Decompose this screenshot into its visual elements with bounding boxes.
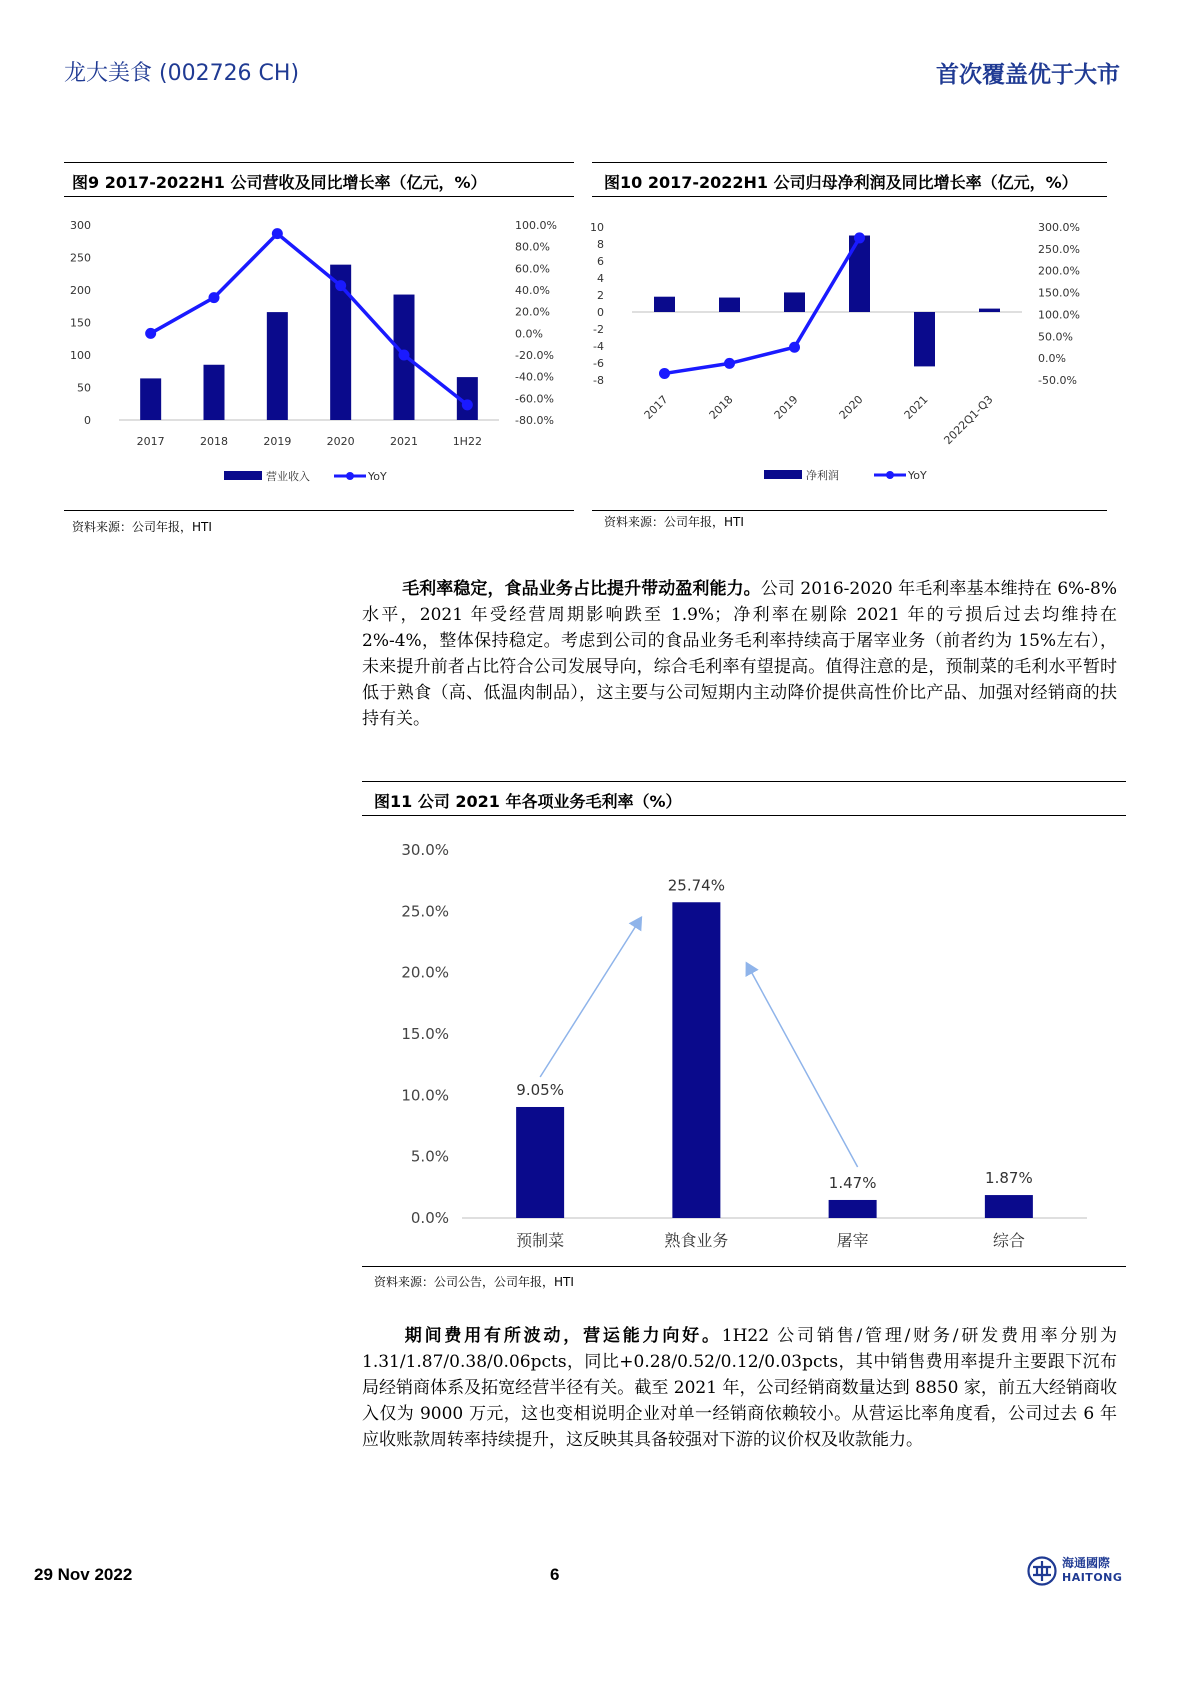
logo-text-en: HAITONG — [1062, 1571, 1123, 1584]
footer-page-number: 6 — [550, 1565, 560, 1584]
y-right-tick-label: -20.0% — [515, 349, 554, 362]
y-left-tick-label: -2 — [593, 323, 604, 336]
paragraph1-lead: 毛利率稳定，食品业务占比提升带动盈利能力。 — [402, 579, 761, 599]
y-left-tick-label: 100 — [70, 349, 91, 362]
y-right-tick-label: -60.0% — [515, 392, 554, 406]
paragraph2-lead: 期间费用有所波动，营运能力向好。 — [402, 1326, 722, 1346]
x-tick-label: 2020 — [326, 435, 355, 448]
data-label: 1.47% — [828, 1173, 877, 1192]
yoy-point-2020 — [335, 280, 346, 291]
y-left-tick-label: -6 — [593, 357, 604, 370]
bar-2017 — [654, 297, 675, 312]
legend-line-label: YoY — [908, 469, 927, 482]
legend-bar-label: 营业收入 — [266, 470, 310, 483]
y-right-tick-label: 100.0% — [1038, 308, 1080, 322]
y-tick-label: 20.0% — [401, 963, 449, 982]
y-right-tick-label: 200.0% — [1038, 264, 1080, 278]
bar-2017 — [140, 378, 161, 420]
yoy-line — [665, 238, 860, 374]
bar-预制菜 — [516, 1107, 564, 1218]
fig9-source: 资料来源：公司年报，HTI — [72, 520, 212, 534]
yoy-line — [151, 234, 468, 405]
y-left-tick-label: 8 — [597, 238, 604, 251]
bar-2022Q1-Q3 — [979, 309, 1000, 312]
legend-line-label: YoY — [368, 470, 387, 483]
y-right-tick-label: -40.0% — [515, 370, 554, 384]
x-tick-label: 2019 — [771, 392, 801, 422]
x-tick-label: 2018 — [706, 392, 736, 422]
x-tick-label: 预制菜 — [516, 1231, 565, 1250]
y-tick-label: 10.0% — [401, 1086, 449, 1105]
bar-综合 — [985, 1195, 1033, 1218]
bar-2021 — [914, 312, 935, 366]
data-label: 9.05% — [516, 1080, 564, 1099]
bar-2019 — [267, 312, 288, 420]
y-right-tick-label: 20.0% — [515, 305, 550, 319]
y-tick-label: 15.0% — [401, 1025, 449, 1043]
x-tick-label: 熟食业务 — [664, 1231, 729, 1250]
y-left-tick-label: -8 — [593, 374, 604, 387]
header-report-title: 首次覆盖优于大市 — [936, 61, 1120, 88]
fig11-chart — [362, 820, 1126, 1250]
x-tick-label: 1H22 — [452, 435, 482, 448]
haitong-logo — [1027, 1556, 1057, 1590]
y-right-tick-label: 40.0% — [515, 284, 550, 297]
legend-bar-label: 净利润 — [806, 469, 839, 482]
fig11-top-rule — [362, 781, 1126, 782]
yoy-point-2020 — [854, 232, 865, 243]
fig9-chart — [64, 205, 574, 505]
data-label: 1.87% — [985, 1169, 1033, 1188]
yoy-point-2017 — [659, 368, 670, 379]
paragraph-gross-margin — [362, 576, 1117, 732]
yoy-point-2018 — [209, 292, 220, 303]
bar-屠宰 — [829, 1200, 877, 1218]
bar-熟食业务 — [672, 902, 720, 1218]
x-tick-label: 2018 — [200, 435, 228, 448]
y-left-tick-label: 6 — [597, 255, 604, 268]
yoy-point-1H22 — [462, 399, 473, 410]
paragraph-expenses — [362, 1323, 1117, 1453]
y-left-tick-label: 200 — [70, 284, 91, 297]
y-right-tick-label: 0.0% — [515, 327, 543, 341]
fig10-source: 资料来源：公司年报，HTI — [604, 515, 744, 529]
data-label: 25.74% — [667, 876, 725, 895]
legend-line-marker — [346, 472, 354, 480]
y-left-tick-label: 300 — [70, 219, 91, 232]
y-left-tick-label: 50 — [77, 381, 91, 395]
header-company: 龙大美食 (002726 CH) — [64, 61, 300, 86]
haitong-logo-icon — [1027, 1556, 1057, 1586]
paragraph1-body: 公司 2016-2020 年毛利率基本维持在 6%-8%水平，2021 年受经营周期影响跌至 1.9%；净利率在剔除 2021 年的亏损后过去均维持在 2%-4%，整体保持稳定。考虑到公司的食品业务毛利率持续高于屠宰业务（前者约为 15%左右），未来提升前者占比符合公司发展导向，综合毛利率有望提高。值得注意的是，预制菜的毛利水平暂时低于熟食（高、低温肉制品），这主要与公司短期内主动降价提供高性价比产品、加强对经销商的扶持有关。 — [362, 579, 1117, 729]
legend-bar-swatch — [764, 470, 802, 479]
y-left-tick-label: 0 — [597, 306, 604, 319]
fig10-title: 图10 2017-2022H1 公司归母净利润及同比增长率（亿元，%） — [604, 173, 1078, 192]
y-tick-label: 5.0% — [410, 1147, 449, 1166]
paragraph2-body: 1H22 公司销售/管理/财务/研发费用率分别为 1.31/1.87/0.38/0.06pcts，同比+0.28/0.52/0.12/0.03pcts，其中销售费用率提升主要跟下沉布局经销商体系及拓宽经营半径有关。截至 2021 年，公司经销商数量达到 8850 家，前五大经销商收入仅为 9000 万元，这也变相说明企业对单一经销商依赖较小。从营运比率角度看，公司过去 6 年应收账款周转率持续提升，这反映其具备较强对下游的议价权及收款能力。 — [362, 1326, 1118, 1450]
y-right-tick-label: 250.0% — [1038, 242, 1080, 256]
y-left-tick-label: 250 — [70, 251, 91, 265]
y-right-tick-label: 150.0% — [1038, 286, 1080, 300]
y-left-tick-label: 150 — [70, 316, 91, 330]
footer-date: 29 Nov 2022 — [34, 1565, 133, 1584]
bar-2018 — [719, 298, 740, 312]
y-right-tick-label: 80.0% — [515, 240, 550, 254]
bar-2018 — [204, 365, 225, 420]
y-left-tick-label: 4 — [597, 272, 604, 285]
y-right-tick-label: -80.0% — [515, 414, 554, 427]
legend-line-marker — [886, 471, 894, 479]
fig10-bottom-rule — [592, 510, 1107, 511]
y-tick-label: 0.0% — [410, 1209, 449, 1227]
x-tick-label: 2017 — [136, 435, 165, 448]
x-tick-label: 2021 — [901, 392, 931, 422]
fig9-top-rule — [64, 162, 574, 163]
x-tick-label: 2019 — [263, 435, 292, 448]
fig11-title: 图11 公司 2021 年各项业务毛利率（%） — [374, 792, 682, 811]
legend-bar-swatch — [224, 471, 262, 480]
yoy-point-2018 — [724, 358, 735, 369]
y-tick-label: 25.0% — [401, 902, 449, 921]
fig10-top-rule — [592, 162, 1107, 163]
logo-text-cn: 海通國際 — [1062, 1556, 1111, 1570]
yoy-point-2017 — [145, 328, 156, 339]
y-left-tick-label: 0 — [84, 414, 91, 427]
x-tick-label: 综合 — [992, 1231, 1025, 1250]
yoy-point-2021 — [399, 350, 410, 361]
y-left-tick-label: 10 — [590, 221, 604, 234]
yoy-point-2019 — [272, 228, 283, 239]
bar-2019 — [784, 292, 805, 312]
x-tick-label: 屠宰 — [836, 1231, 869, 1250]
y-right-tick-label: 300.0% — [1038, 221, 1080, 234]
y-left-tick-label: 2 — [597, 289, 604, 302]
y-right-tick-label: 50.0% — [1038, 330, 1073, 344]
arrow-down-annotation — [746, 963, 857, 1167]
y-left-tick-label: -4 — [593, 340, 604, 353]
fig10-chart — [592, 205, 1107, 505]
fig9-bottom-rule — [64, 510, 574, 511]
arrow-up-annotation — [540, 917, 641, 1077]
x-tick-label: 2017 — [641, 392, 671, 422]
x-tick-label: 2021 — [390, 435, 418, 448]
x-tick-label: 2022Q1-Q3 — [941, 392, 996, 448]
y-right-tick-label: 100.0% — [515, 219, 557, 232]
x-tick-label: 2020 — [836, 392, 866, 422]
y-right-tick-label: 0.0% — [1038, 352, 1066, 366]
y-tick-label: 30.0% — [401, 841, 449, 859]
fig9-title-rule — [64, 196, 574, 197]
fig9-title: 图9 2017-2022H1 公司营收及同比增长率（亿元，%） — [72, 173, 487, 192]
yoy-point-2019 — [789, 342, 800, 353]
fig11-bottom-rule — [362, 1266, 1126, 1267]
fig11-title-rule — [362, 815, 1126, 816]
y-right-tick-label: -50.0% — [1038, 374, 1077, 387]
y-right-tick-label: 60.0% — [515, 262, 550, 276]
fig11-source: 资料来源：公司公告，公司年报，HTI — [374, 1275, 574, 1289]
fig10-title-rule — [592, 196, 1107, 197]
